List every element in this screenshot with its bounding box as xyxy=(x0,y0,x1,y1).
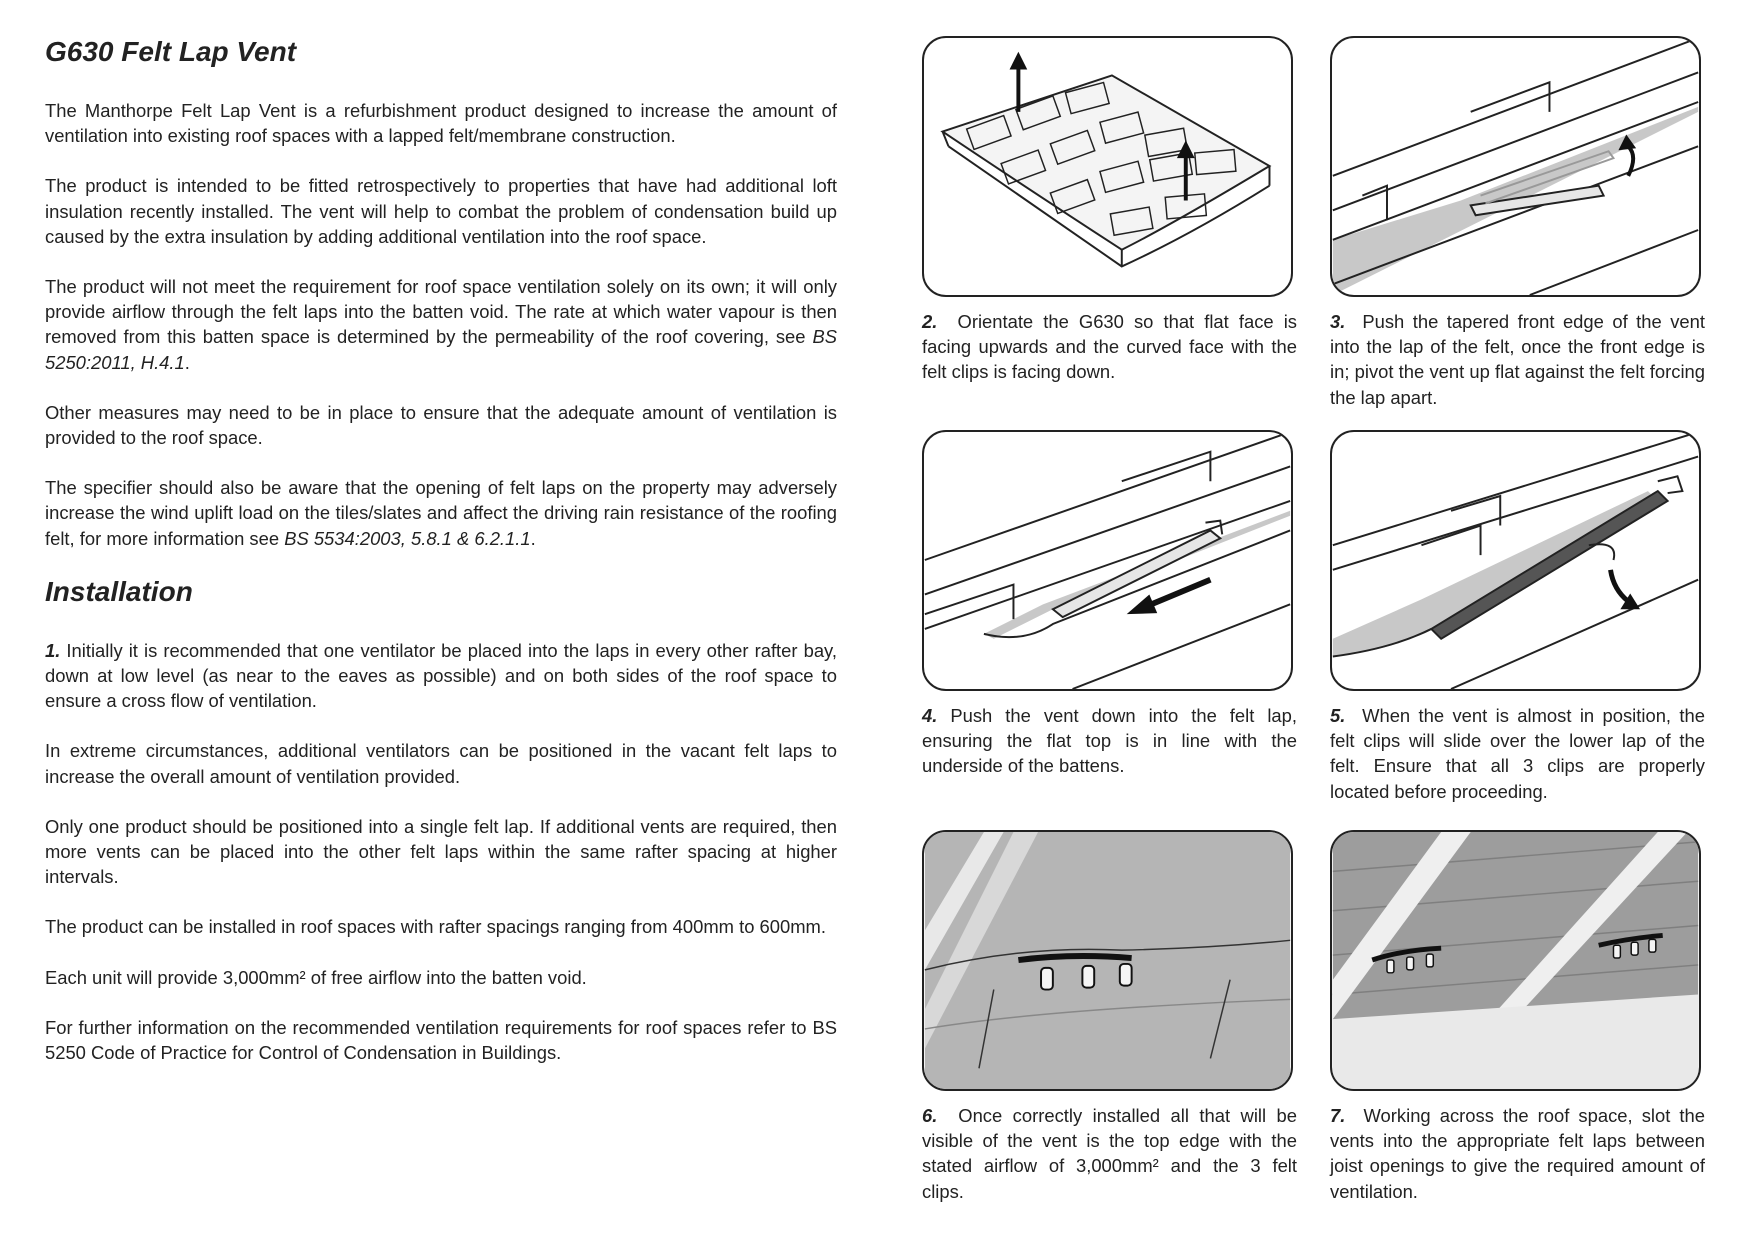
arrow-left-icon xyxy=(1127,580,1211,614)
installation-paragraph: Each unit will provide 3,000mm² of free airflow into the batten void. xyxy=(45,966,587,988)
step-5-caption: 5. When the vent is almost in position, the felt clips will slide over the lower lap of the felt. Ensure that all 3 clips are properly located before proceeding. xyxy=(1330,705,1705,802)
step-4-illustration xyxy=(922,430,1293,691)
step-5-illustration xyxy=(1330,430,1701,691)
step-7-caption: 7. Working across the roof space, slot the vents into the appropriate felt laps between joist openings to give the required amount of ventilation. xyxy=(1330,1105,1705,1202)
installation-paragraph: The product can be installed in roof spaces with rafter spacings ranging from 400mm to 600mm. xyxy=(45,916,826,938)
bs5250-reference: BS 5250:2011, H.4.1 xyxy=(45,326,837,373)
left-column xyxy=(45,36,837,1090)
curved-arrow-icon xyxy=(1611,570,1641,609)
installation-heading: Installation xyxy=(45,575,193,607)
installation-paragraph: In extreme circumstances, additional ventilators can be positioned in the vacant felt laps to increase the overall amount of ventilation provided. xyxy=(45,740,837,787)
step-6-caption: 6. Once correctly installed all that will be visible of the vent is the top edge with the stated airflow of 3,000mm² and the 3 felt clips. xyxy=(922,1105,1297,1202)
wind-uplift-paragraph: The specifier should also be aware that the opening of felt laps on the property may adversely increase the wind uplift load on the tiles/slates and affect the driving rain resistance of the roofing felt, for more information see BS 5534:2003, 5.8.1 & 6.2.1.1. xyxy=(45,477,837,549)
installation-paragraph: Only one product should be positioned into a single felt lap. If additional vents are required, then more vents can be placed into the other felt laps within the same rafter spacing at higher intervals. xyxy=(45,815,837,888)
installation-paragraph: For further information on the recommended ventilation requirements for roof spaces refer to BS 5250 Code of Practice for Control of Condensation in Buildings. xyxy=(45,1016,837,1064)
bs5534-reference: BS 5534:2003, 5.8.1 & 6.2.1.1 xyxy=(284,527,531,549)
page-title: G630 Felt Lap Vent xyxy=(45,36,297,67)
other-measures-paragraph: Other measures may need to be in place to ensure that the adequate amount of ventilation is provided to the roof space. xyxy=(45,401,837,449)
step-3-caption: 3. Push the tapered front edge of the vent into the lap of the felt, once the front edge is in; pivot the vent up flat against the felt forcing the lap apart. xyxy=(1330,311,1705,408)
intro-paragraph-2: The product is intended to be fitted retrospectively to properties that have had additional loft insulation recently installed. The vent will help to combat the problem of condensation build up caused by the extra insulation by adding additional ventilation into the roof space. xyxy=(45,175,837,247)
arrow-up-icon xyxy=(1010,52,1028,112)
step-3-illustration xyxy=(1330,36,1701,297)
installation-step-1: 1. Initially it is recommended that one ventilator be placed into the laps in every other rafter bay, down at low level (as near to the eaves as possible) and on both sides of the roof space to ensure a cross flow of ventilation. xyxy=(45,639,837,712)
permeability-paragraph: The product will not meet the requirement for roof space ventilation solely on its own; it will only provide airflow through the felt laps into the batten void. The rate at which water vapour is then removed from this batten space is determined by the permeability of the roof covering, see BS 5250:2011, H.4.1. xyxy=(45,276,837,373)
step-7-illustration xyxy=(1330,830,1701,1091)
step-6-illustration xyxy=(922,830,1293,1091)
intro-paragraph-1: The Manthorpe Felt Lap Vent is a refurbishment product designed to increase the amount of ventilation into existing roof spaces with a lapped felt/membrane construction. xyxy=(45,100,837,147)
step-4-caption: 4. Push the vent down into the felt lap, ensuring the flat top is in line with the underside of the battens. xyxy=(922,705,1297,777)
step-2-caption: 2. Orientate the G630 so that flat face is facing upwards and the curved face with the felt clips is facing down. xyxy=(922,311,1297,383)
step-2-illustration xyxy=(922,36,1293,297)
